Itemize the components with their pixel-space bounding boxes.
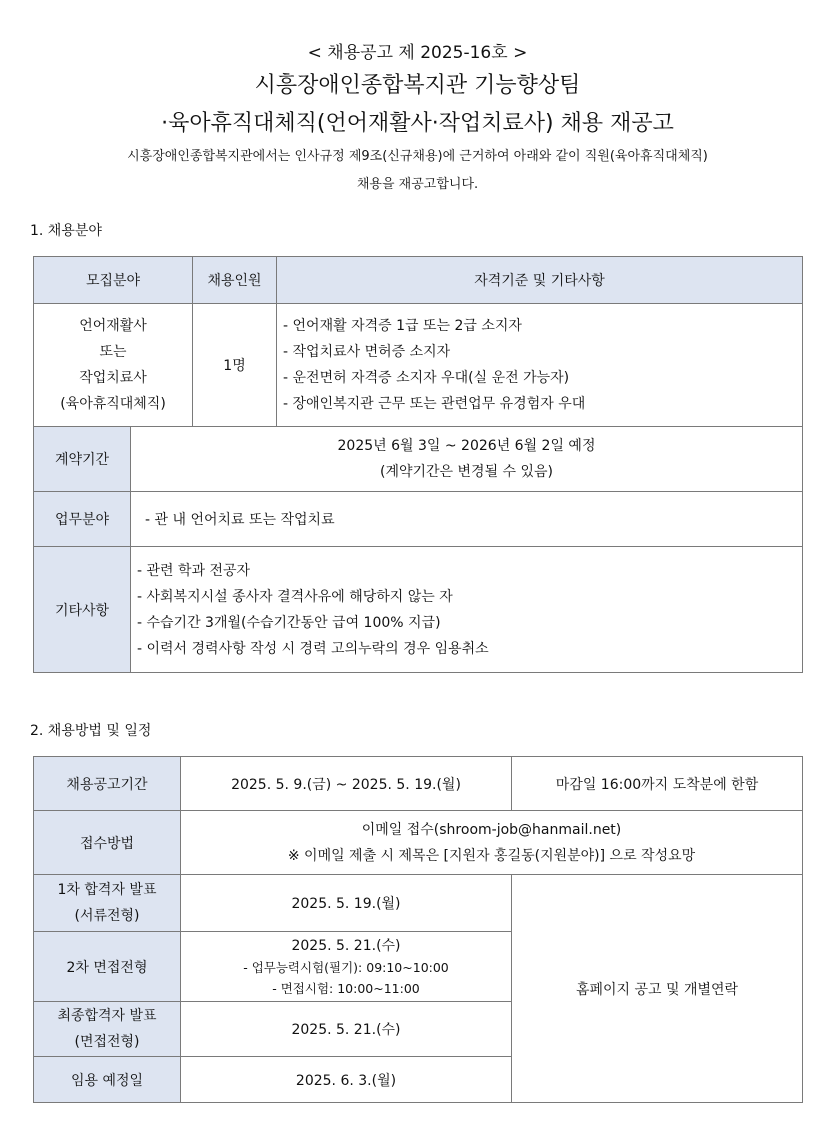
etc-value xyxy=(131,547,803,673)
criteria-item: - 장애인복지관 근무 또는 관련업무 유경험자 우대 xyxy=(283,396,586,412)
etc-label: 기타사항 xyxy=(34,547,131,673)
interview-oral: - 면접시험: 10:00~11:00 xyxy=(272,980,420,996)
position-line: (육아휴직대체직) xyxy=(60,396,166,412)
final-result-value: 2025. 5. 21.(수) xyxy=(181,1002,512,1057)
period-note: 마감일 16:00까지 도착분에 한함 xyxy=(512,757,803,811)
notice-number: < 채용공고 제 2025-16호 > xyxy=(307,43,528,63)
header-count: 채용인원 xyxy=(193,257,277,304)
criteria-item: - 언어재활 자격증 1급 또는 2급 소지자 xyxy=(283,318,522,334)
intro-line2: 채용을 재공고합니다. xyxy=(356,177,479,192)
method-line: ※ 이메일 제출 시 제목은 [지원자 홍길동(지원분야)] 으로 작성요망 xyxy=(287,847,696,864)
recruitment-field-table xyxy=(33,256,803,673)
interview-date: 2025. 5. 21.(수) xyxy=(291,937,401,954)
position-cell xyxy=(34,304,193,427)
contact-note: 홈페이지 공고 및 개별연락 xyxy=(512,875,803,1103)
first-result-label xyxy=(34,875,181,932)
section2-title: 2. 채용방법 및 일정 xyxy=(30,723,152,739)
contract-value xyxy=(131,427,803,492)
period-label: 채용공고기간 xyxy=(34,757,181,811)
contract-line: (계약기간은 변경될 수 있음) xyxy=(379,464,554,480)
interview-value xyxy=(181,932,512,1002)
period-value: 2025. 5. 9.(금) ~ 2025. 5. 19.(월) xyxy=(181,757,512,811)
count-cell: 1명 xyxy=(193,304,277,427)
interview-written: - 업무능력시험(필기): 09:10~10:00 xyxy=(243,959,449,975)
appoint-value: 2025. 6. 3.(월) xyxy=(181,1057,512,1103)
first-label-line: (서류전형) xyxy=(74,908,140,924)
duty-label: 업무분야 xyxy=(34,492,131,547)
page-title-line1: 시흥장애인종합복지관 기능향상팀 xyxy=(254,73,581,98)
method-value xyxy=(181,811,803,875)
duty-value: - 관 내 언어치료 또는 작업치료 xyxy=(131,492,803,547)
final-label-line: (면접전형) xyxy=(74,1034,140,1050)
criteria-item: - 운전면허 자격증 소지자 우대(실 운전 가능자) xyxy=(283,370,570,386)
position-line: 또는 xyxy=(99,344,127,360)
schedule-table xyxy=(33,756,803,1103)
method-label: 접수방법 xyxy=(34,811,181,875)
header-criteria: 자격기준 및 기타사항 xyxy=(277,257,803,304)
contract-line: 2025년 6월 3일 ~ 2026년 6월 2일 예정 xyxy=(337,438,596,454)
appoint-label: 임용 예정일 xyxy=(34,1057,181,1103)
etc-item: - 사회복지시설 종사자 결격사유에 해당하지 않는 자 xyxy=(137,588,453,605)
contract-label: 계약기간 xyxy=(34,427,131,492)
method-line: 이메일 접수(shroom-job@hanmail.net) xyxy=(361,821,622,838)
etc-item: - 이력서 경력사항 작성 시 경력 고의누락의 경우 임용취소 xyxy=(137,640,489,657)
position-line: 언어재활사 xyxy=(79,318,147,334)
intro-line1: 시흥장애인종합복지관에서는 인사규정 제9조(신규채용)에 근거하여 아래와 같이 직원(육아휴직대체직) xyxy=(127,149,708,164)
section1-title: 1. 채용분야 xyxy=(30,223,102,239)
header-field: 모집분야 xyxy=(34,257,193,304)
criteria-item: - 작업치료사 면허증 소지자 xyxy=(283,344,451,360)
position-line: 작업치료사 xyxy=(79,370,147,386)
criteria-cell xyxy=(277,304,803,427)
page-title-line2: ·육아휴직대체직(언어재활사·작업치료사) 채용 재공고 xyxy=(161,111,674,136)
first-label-line: 1차 합격자 발표 xyxy=(57,882,157,898)
first-result-value: 2025. 5. 19.(월) xyxy=(181,875,512,932)
final-result-label xyxy=(34,1002,181,1057)
etc-item: - 관련 학과 전공자 xyxy=(137,562,251,579)
etc-item: - 수습기간 3개월(수습기간동안 급여 100% 지급) xyxy=(137,614,441,631)
interview-label: 2차 면접전형 xyxy=(34,932,181,1002)
final-label-line: 최종합격자 발표 xyxy=(57,1008,157,1024)
